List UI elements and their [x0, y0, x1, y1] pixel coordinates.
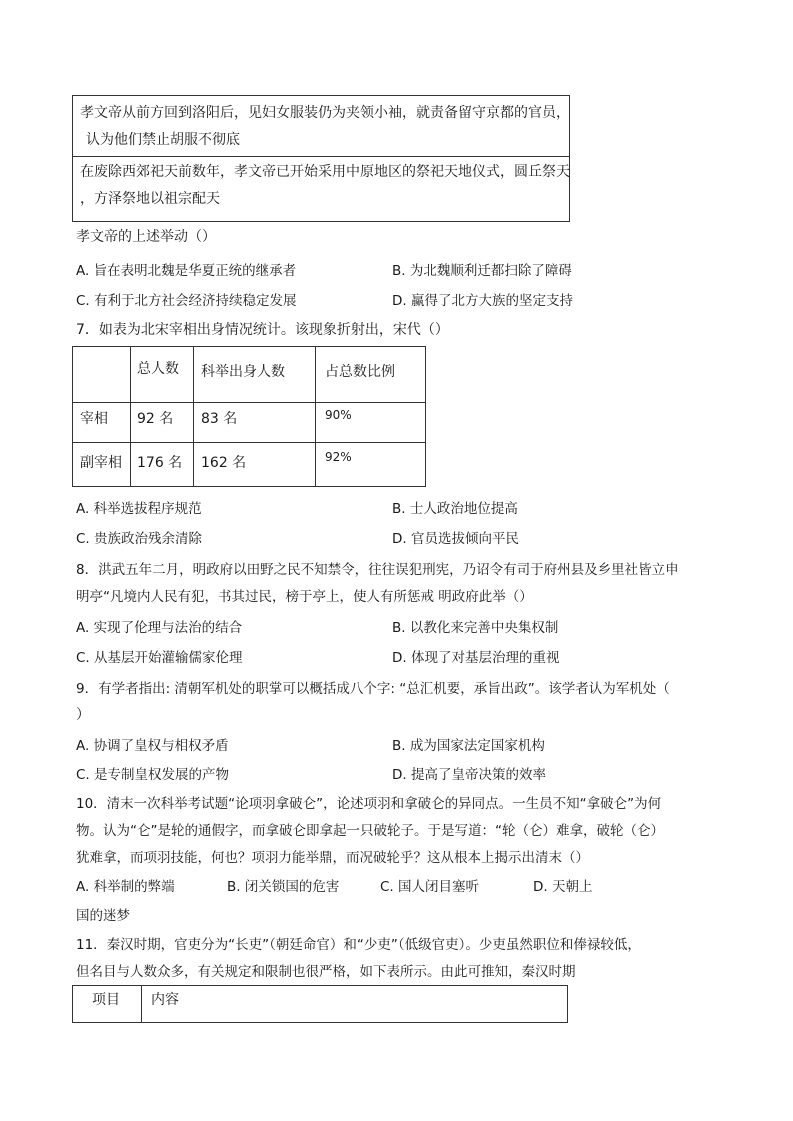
q7-header-exam: 科举出身人数	[201, 364, 285, 380]
q11-line2: 但名目与人数众多，有关规定和限制也很严格，如下表所示。由此可推知，秦汉时期	[76, 964, 576, 980]
q6-row1-line1: 孝文帝从前方回到洛阳后，见妇女服装仍为夹领小袖，就责备留守京都的官员，	[80, 105, 570, 121]
q11-line1: 11．秦汉时期，官吏分为“长吏”（朝廷命官）和“少吏”（低级官吏）。少吏虽然职位和俸禄较低，	[76, 937, 641, 953]
q10-option-d[interactable]: D. 天朝上	[533, 879, 593, 895]
q7-option-c[interactable]: C. 贵族政治残余清除	[76, 531, 203, 547]
q7-row2-total: 176 名	[137, 455, 183, 471]
q8-line2: 明亭“凡境内人民有犯，书其过民，榜于亭上，使人有所惩戒 明政府此举（）	[76, 589, 533, 605]
q8-option-d[interactable]: D. 体现了对基层治理的重视	[392, 650, 560, 666]
q9-option-d[interactable]: D. 提高了皇帝决策的效率	[392, 767, 546, 783]
q9-option-b[interactable]: B. 成为国家法定国家机构	[392, 738, 545, 754]
q8-line1: 8．洪武五年二月，明政府以田野之民不知禁令，往往误犯刑宪，乃诏令有司于府州县及乡里社皆立申	[76, 562, 679, 578]
q7-header-total: 总人数	[137, 361, 179, 377]
q6-option-a[interactable]: A. 旨在表明北魏是华夏正统的继承者	[76, 263, 297, 279]
q7-option-d[interactable]: D. 官员选拔倾向平民	[392, 531, 519, 547]
q10-line1: 10．清末一次科举考试题“论项羽拿破仑”，论述项羽和拿破仑的异同点。一生员不知“拿破仑”为何	[76, 796, 662, 812]
q10-line3: 犹难拿，而项羽技能，何也？项羽力能举鼎，而况破轮乎？这从根本上揭示出清末（）	[76, 850, 589, 866]
q8-option-c[interactable]: C. 从基层开始灌输儒家伦理	[76, 650, 243, 666]
q6-stem: 孝文帝的上述举动（）	[76, 229, 216, 245]
q6-row2-line2: ，方泽祭地以祖宗配天	[80, 191, 220, 207]
q8-option-a[interactable]: A. 实现了伦理与法治的结合	[76, 620, 243, 636]
q7-row1-total: 92 名	[137, 411, 174, 427]
q7-header-ratio: 占总数比例	[325, 364, 395, 380]
q7-row1-title: 宰相	[80, 411, 108, 427]
q7-option-b[interactable]: B. 士人政治地位提高	[392, 501, 518, 517]
q11-header-item: 项目	[92, 992, 120, 1008]
q7-row1-exam: 83 名	[201, 411, 238, 427]
q7-row2-title: 副宰相	[80, 455, 122, 471]
q7-option-a[interactable]: A. 科举选拔程序规范	[76, 501, 202, 517]
q7-stem: 7．如表为北宋宰相出身情况统计。该现象折射出，宋代（）	[76, 322, 449, 338]
q7-row2-exam: 162 名	[201, 455, 247, 471]
q10-option-d-wrap: 国的迷梦	[76, 908, 130, 924]
q8-option-b[interactable]: B. 以教化来完善中央集权制	[392, 620, 559, 636]
q9-option-c[interactable]: C. 是专制皇权发展的产物	[76, 767, 230, 783]
q9-line2: ）	[76, 707, 90, 723]
q7-row1-ratio: 90%	[325, 408, 352, 422]
q6-option-b[interactable]: B. 为北魏顺利迁都扫除了障碍	[392, 263, 572, 279]
q10-option-c[interactable]: C. 国人闭目塞听	[380, 879, 480, 895]
q11-header-content: 内容	[151, 992, 179, 1008]
q6-option-c[interactable]: C. 有利于北方社会经济持续稳定发展	[76, 293, 297, 309]
q10-option-b[interactable]: B. 闭关锁国的危害	[227, 879, 340, 895]
q10-option-a[interactable]: A. 科举制的弊端	[76, 879, 175, 895]
q10-line2: 物。认为“仑”是轮的通假字，而拿破仑即拿起一只破轮子。于是写道：“轮（仑）难拿，破轮（仑）	[76, 823, 664, 839]
q6-row1-line2: 认为他们禁止胡服不彻底	[86, 132, 240, 148]
q6-row2-line1: 在废除西郊祀天前数年，孝文帝已开始采用中原地区的祭祀天地仪式，圆丘祭天	[80, 164, 570, 180]
q9-line1: 9．有学者指出: 清朝军机处的职掌可以概括成八个字: “总汇机要，承旨出政”。该学者认为军机处（	[76, 681, 670, 697]
q6-table-divider	[72, 156, 570, 157]
q6-option-d[interactable]: D. 赢得了北方大族的坚定支持	[392, 293, 573, 309]
q9-option-a[interactable]: A. 协调了皇权与相权矛盾	[76, 738, 229, 754]
q7-row2-ratio: 92%	[325, 450, 352, 464]
